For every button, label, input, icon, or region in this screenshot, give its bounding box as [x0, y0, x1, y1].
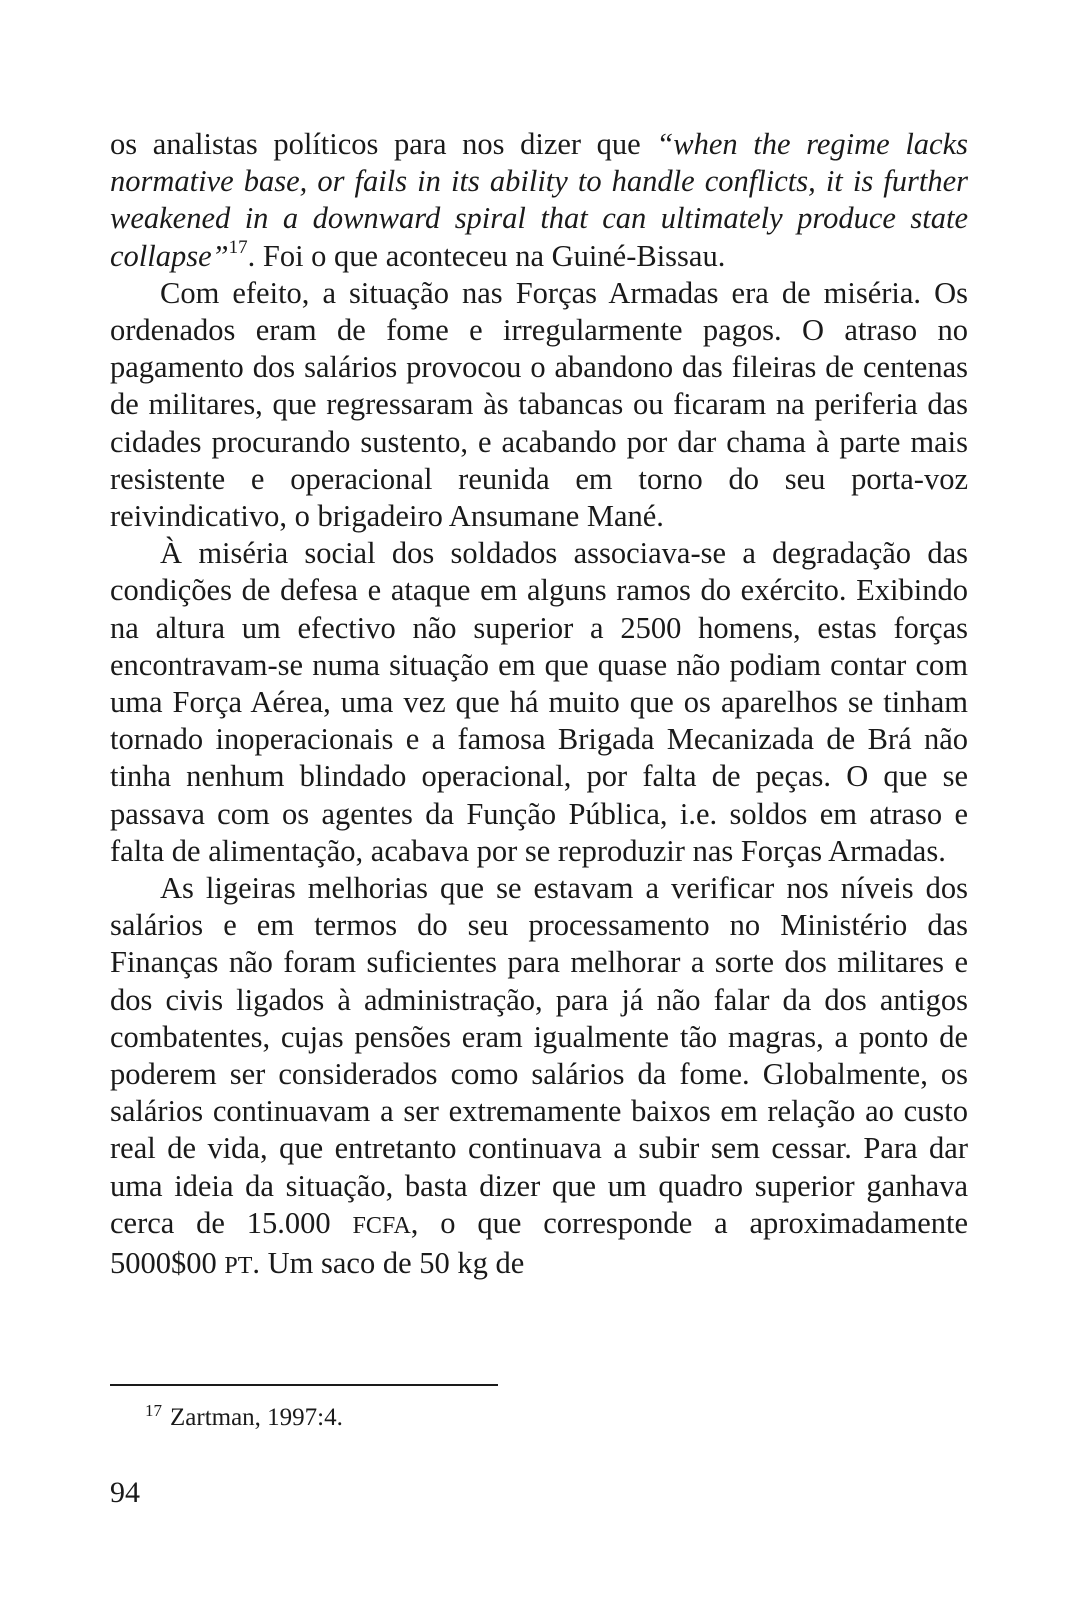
english-quotation: “when the regime lacks normative base, or fails in its ability to handle conflicts, it is further weakened in a downward spiral that can ultimately produce state collapse”	[110, 127, 968, 273]
paragraph-4-end: . Um saco de 50 kg de	[252, 1246, 525, 1281]
footnote-number: 17	[145, 1401, 162, 1420]
footnote-text: Zartman, 1997:4.	[170, 1404, 343, 1431]
footnote-divider	[110, 1384, 498, 1386]
paragraph-4-text: As ligeiras melhorias que se estavam a verificar nos níveis dos salários e em termos do seu processamento no Ministério das Finanças não foram suficientes para melhorar a sorte dos militares e dos civis ligados à administração, para já não falar da dos antigos combatentes, cujas pensões eram igualmente tão magras, a ponto de poderem ser considerados como salários da fome. Globalmente, os salários continuavam a ser extremamente baixos em relação ao custo real de vida, que entretanto continuava a subir sem cessar. Para dar uma ideia da situação, basta dizer que um quadro superior ganhava cerca de 15.000	[110, 871, 968, 1240]
footnote-reference: 17	[228, 236, 248, 258]
page-number: 94	[110, 1476, 140, 1509]
paragraph-4	[110, 870, 968, 1285]
footnote	[145, 1403, 343, 1433]
main-text	[110, 126, 968, 1285]
paragraph-1	[110, 126, 968, 275]
paragraph-4-mid: , o que corresponde a aproximadamente 5000$00	[110, 1205, 969, 1281]
paragraph-3: À miséria social dos soldados associava-se a degradação das condições de defesa e ataque em alguns ramos do exército. Exibindo na altura um efectivo não superior a 2500 homens, estas forças encontravam-se numa situação em que quase não podiam contar com uma Força Aérea, uma vez que há muito que os aparelhos se tinham tornado inoperacionais e a famosa Brigada Mecanizada de Brá não tinha nenhum blindado operacional, por falta de peças. O que se passava com os agentes da Função Pública, i.e. soldos em atraso e falta de alimentação, acabava por se reproduzir nas Forças Armadas.	[110, 536, 968, 868]
currency-pt: PT	[224, 1253, 253, 1280]
paragraph-1-end: . Foi o que aconteceu na Guiné-Bissau.	[247, 238, 726, 273]
paragraph-2: Com efeito, a situação nas Forças Armadas era de miséria. Os ordenados eram de fome e irregularmente pagos. O atraso no pagamento dos salários provocou o abandono das fileiras de centenas de militares, que regressaram às tabancas ou ficaram na periferia das cidades procurando sustento, e acabando por dar chama à parte mais resistente e operacional reunida em torno do seu porta-voz reivindicativo, o brigadeiro Ansumane Mané.	[110, 275, 968, 534]
paragraph-1-intro: os analistas políticos para nos dizer que	[110, 127, 657, 161]
currency-fcfa: FCFA	[352, 1212, 411, 1239]
